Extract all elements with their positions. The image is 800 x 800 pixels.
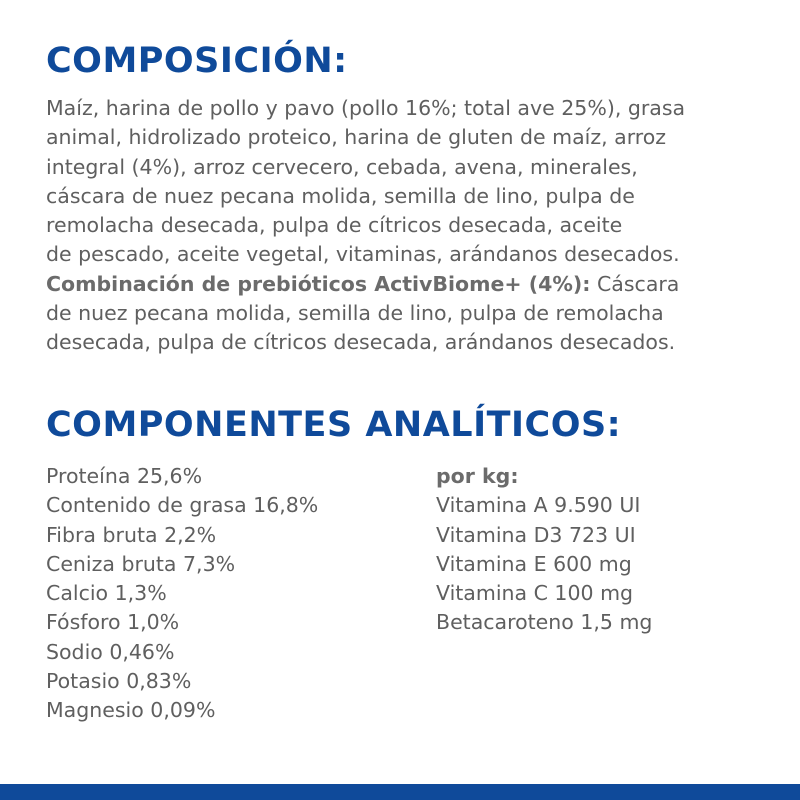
prebiotic-line: de nuez pecana molida, semilla de lino, pulpa de remolacha	[46, 301, 664, 326]
vitamin-item: Betacaroteno 1,5 mg	[436, 610, 653, 635]
analytical-right-list	[436, 462, 652, 638]
composition-heading: COMPOSICIÓN:	[46, 41, 348, 81]
prebiotic-line: desecada, pulpa de cítricos desecada, arándanos desecados.	[46, 330, 676, 355]
composition-line: cáscara de nuez pecana molida, semilla de lino, pulpa de	[46, 183, 635, 208]
analytical-left-list	[46, 462, 318, 726]
prebiotic-line	[46, 270, 766, 299]
prebiotic-label: Combinación de prebióticos ActivBiome+ (4%):	[46, 271, 591, 296]
composition-line: animal, hidrolizado proteico, harina de gluten de maíz, arroz	[46, 125, 667, 150]
analytical-item: Contenido de grasa 16,8%	[46, 493, 319, 518]
vitamin-item: Vitamina C 100 mg	[436, 581, 634, 606]
vitamin-item: Vitamina A 9.590 UI	[436, 493, 641, 518]
analytical-item: Proteína 25,6%	[46, 464, 203, 488]
per-kg-subheading: por kg:	[436, 464, 519, 488]
analytical-item: Fibra bruta 2,2%	[46, 522, 217, 547]
analytical-item: Ceniza bruta 7,3%	[46, 551, 236, 576]
bottom-brand-bar	[0, 784, 800, 800]
composition-line: integral (4%), arroz cervecero, cebada, avena, minerales,	[46, 154, 638, 179]
vitamin-item: Vitamina D3 723 UI	[436, 522, 636, 547]
analytical-heading: COMPONENTES ANALÍTICOS:	[46, 405, 622, 445]
composition-line: de pescado, aceite vegetal, vitaminas, arándanos desecados.	[46, 242, 680, 267]
analytical-item: Sodio 0,46%	[46, 639, 175, 664]
composition-paragraph	[46, 94, 766, 358]
prebiotic-text: Cáscara	[590, 271, 680, 296]
vitamin-item: Vitamina E 600 mg	[436, 551, 632, 576]
analytical-item: Magnesio 0,09%	[46, 698, 216, 723]
composition-line: Maíz, harina de pollo y pavo (pollo 16%; total ave 25%), grasa	[46, 96, 686, 120]
composition-line: remolacha desecada, pulpa de cítricos desecada, aceite	[46, 213, 623, 238]
analytical-item: Calcio 1,3%	[46, 581, 167, 606]
analytical-item: Fósforo 1,0%	[46, 610, 180, 635]
analytical-item: Potasio 0,83%	[46, 669, 192, 694]
